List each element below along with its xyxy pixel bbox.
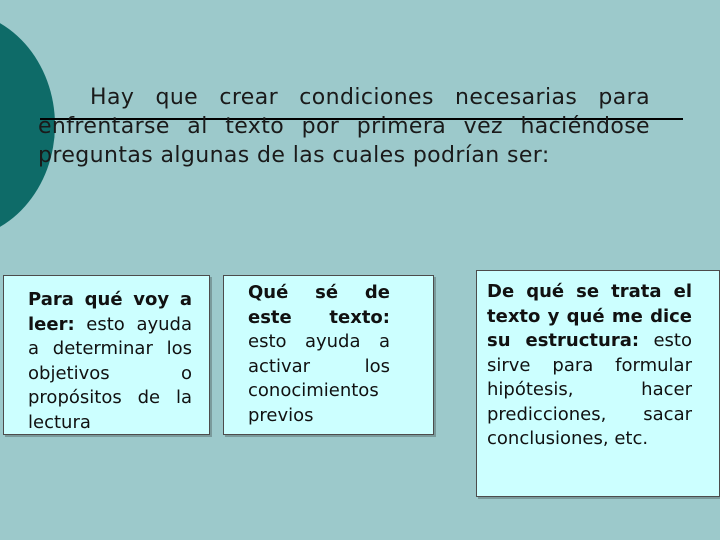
question-box-prior-knowledge	[223, 275, 434, 435]
intro-text: Hay que crear condiciones necesarias para enfrentarse al texto por primera vez haciéndose preguntas algunas de las cuales podrían ser:	[38, 85, 650, 168]
question-box-structure	[476, 270, 720, 497]
question-body: esto sirve para formular hipótesis, hacer predicciones, sacar conclusiones, etc.	[487, 330, 693, 449]
intro-paragraph	[38, 83, 650, 170]
question-box-purpose	[3, 275, 210, 435]
question-body: esto ayuda a activar los conocimientos previos	[248, 331, 390, 426]
question-heading: Qué sé de este texto:	[248, 282, 390, 328]
question-heading: De qué se trata el texto y qué me dice su estructura:	[487, 281, 692, 351]
question-heading: Para qué voy a leer:	[28, 289, 192, 335]
question-body: esto ayuda a determinar los objetivos o propósitos de la lectura	[28, 313, 192, 433]
